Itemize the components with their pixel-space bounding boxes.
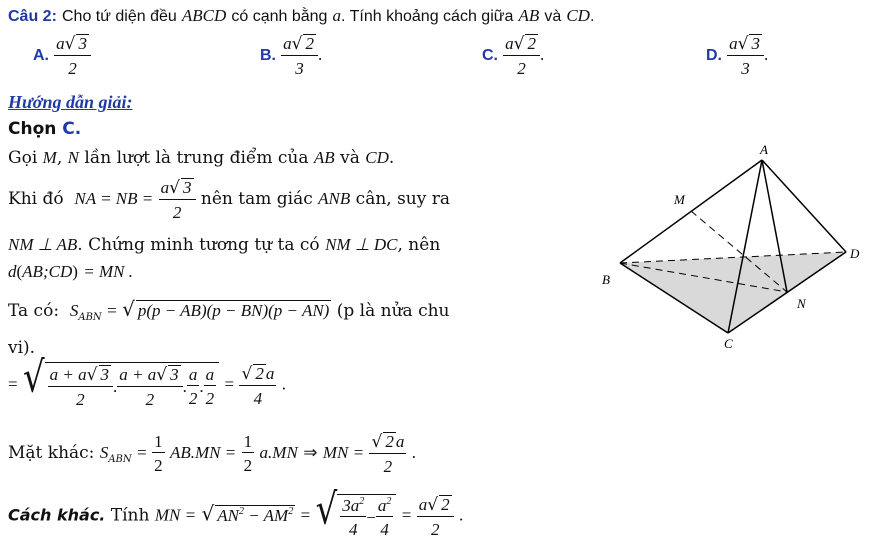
line-vi: vi). bbox=[8, 338, 36, 358]
option-b-label: B. bbox=[260, 47, 276, 64]
question-text-4: và bbox=[544, 8, 562, 25]
question-label: Câu 2: bbox=[8, 8, 57, 25]
tetrahedron-figure bbox=[590, 140, 880, 360]
option-a-fraction: $\frac{a√ 3}{2}$ bbox=[54, 34, 91, 77]
label-c: C bbox=[724, 336, 733, 351]
choose-answer bbox=[8, 119, 81, 139]
question-line bbox=[8, 6, 594, 26]
option-a[interactable] bbox=[33, 34, 91, 77]
option-c[interactable]: C. $\frac{a√ 2}{2}$ . bbox=[482, 34, 545, 78]
shaded-triangle-bcd bbox=[620, 252, 846, 333]
question-text-1: Cho tứ diện đều bbox=[62, 8, 177, 25]
label-a: A bbox=[760, 142, 768, 157]
edge-ad bbox=[762, 160, 846, 252]
label-b: B bbox=[602, 272, 610, 287]
question-text-3: . Tính khoảng cách giữa bbox=[341, 8, 514, 25]
option-b[interactable]: B. $\frac{a√ 2}{3}$ . bbox=[260, 34, 323, 78]
line-area-compute: = √ $\frac{a + a√ 3}{2}$ . $\frac{a + a√ 3}{2}$ . $\frac{a}{2}$ . $\frac{a}{2}$ = $\frac{√ 2 a}{4}$ . bbox=[8, 352, 286, 409]
question-cd: CD bbox=[566, 6, 590, 25]
option-c-label: C. bbox=[482, 47, 498, 64]
option-d-fraction: $\frac{a√ 3}{3}$ bbox=[727, 34, 764, 77]
na-fraction: $\frac{a√ 3}{2}$ bbox=[159, 178, 196, 221]
guide-heading: Hướng dẫn giải: bbox=[8, 92, 133, 112]
line-other-side: Mặt khác: $S_{ABN}$ = $\frac{1}{2}$ AB.MN = $\frac{1}{2}$ a.MN ⇒ MN = $\frac{√ 2 a}{2}$ . bbox=[8, 432, 416, 476]
line-heron: Ta có: $S_{ABN}$ = √ p(p − AB)(p − BN)(p − AN) (p là nửa chu bbox=[8, 297, 450, 323]
label-d: D bbox=[850, 246, 860, 261]
question-ab: AB bbox=[518, 6, 540, 25]
label-m: M bbox=[674, 192, 685, 207]
question-abcd: ABCD bbox=[181, 6, 227, 25]
line-perpendicular: NM ⊥ AB. Chứng minh tương tự ta có NM ⊥ DC, nên bbox=[8, 235, 441, 255]
option-c-fraction: $\frac{a√ 2}{2}$ bbox=[503, 34, 540, 77]
option-a-label: A. bbox=[33, 47, 49, 64]
choose-text: Chọn bbox=[8, 119, 57, 139]
label-n: N bbox=[797, 296, 806, 311]
question-text-2: có cạnh bằng bbox=[231, 8, 328, 25]
option-d-label: D. bbox=[706, 47, 722, 64]
line-alternative: Cách khác. Tính MN = √ $AN^2 - AM^2$ = √ $\frac{3a^2}{4}$ − $\frac{a^2}{4}$ = $\frac{a√ 2}{2}$ . bbox=[8, 484, 464, 539]
alternative-label: Cách khác. bbox=[8, 505, 106, 525]
line-distance: d(AB;CD) = MN . bbox=[8, 262, 134, 281]
line-midpoints: Gọi M, N lần lượt là trung điểm của AB và CD. bbox=[8, 148, 395, 168]
choose-answer-letter: C. bbox=[62, 119, 82, 139]
line-na-nb: Khi đó NA = NB = $\frac{a√ 3}{2}$ nên tam giác ANB cân, suy ra bbox=[8, 178, 451, 222]
option-b-fraction: $\frac{a√ 2}{3}$ bbox=[281, 34, 318, 77]
question-text-5: . bbox=[589, 8, 595, 25]
question-a: a bbox=[332, 6, 342, 25]
option-d[interactable]: D. $\frac{a√ 3}{3}$ . bbox=[706, 34, 769, 78]
